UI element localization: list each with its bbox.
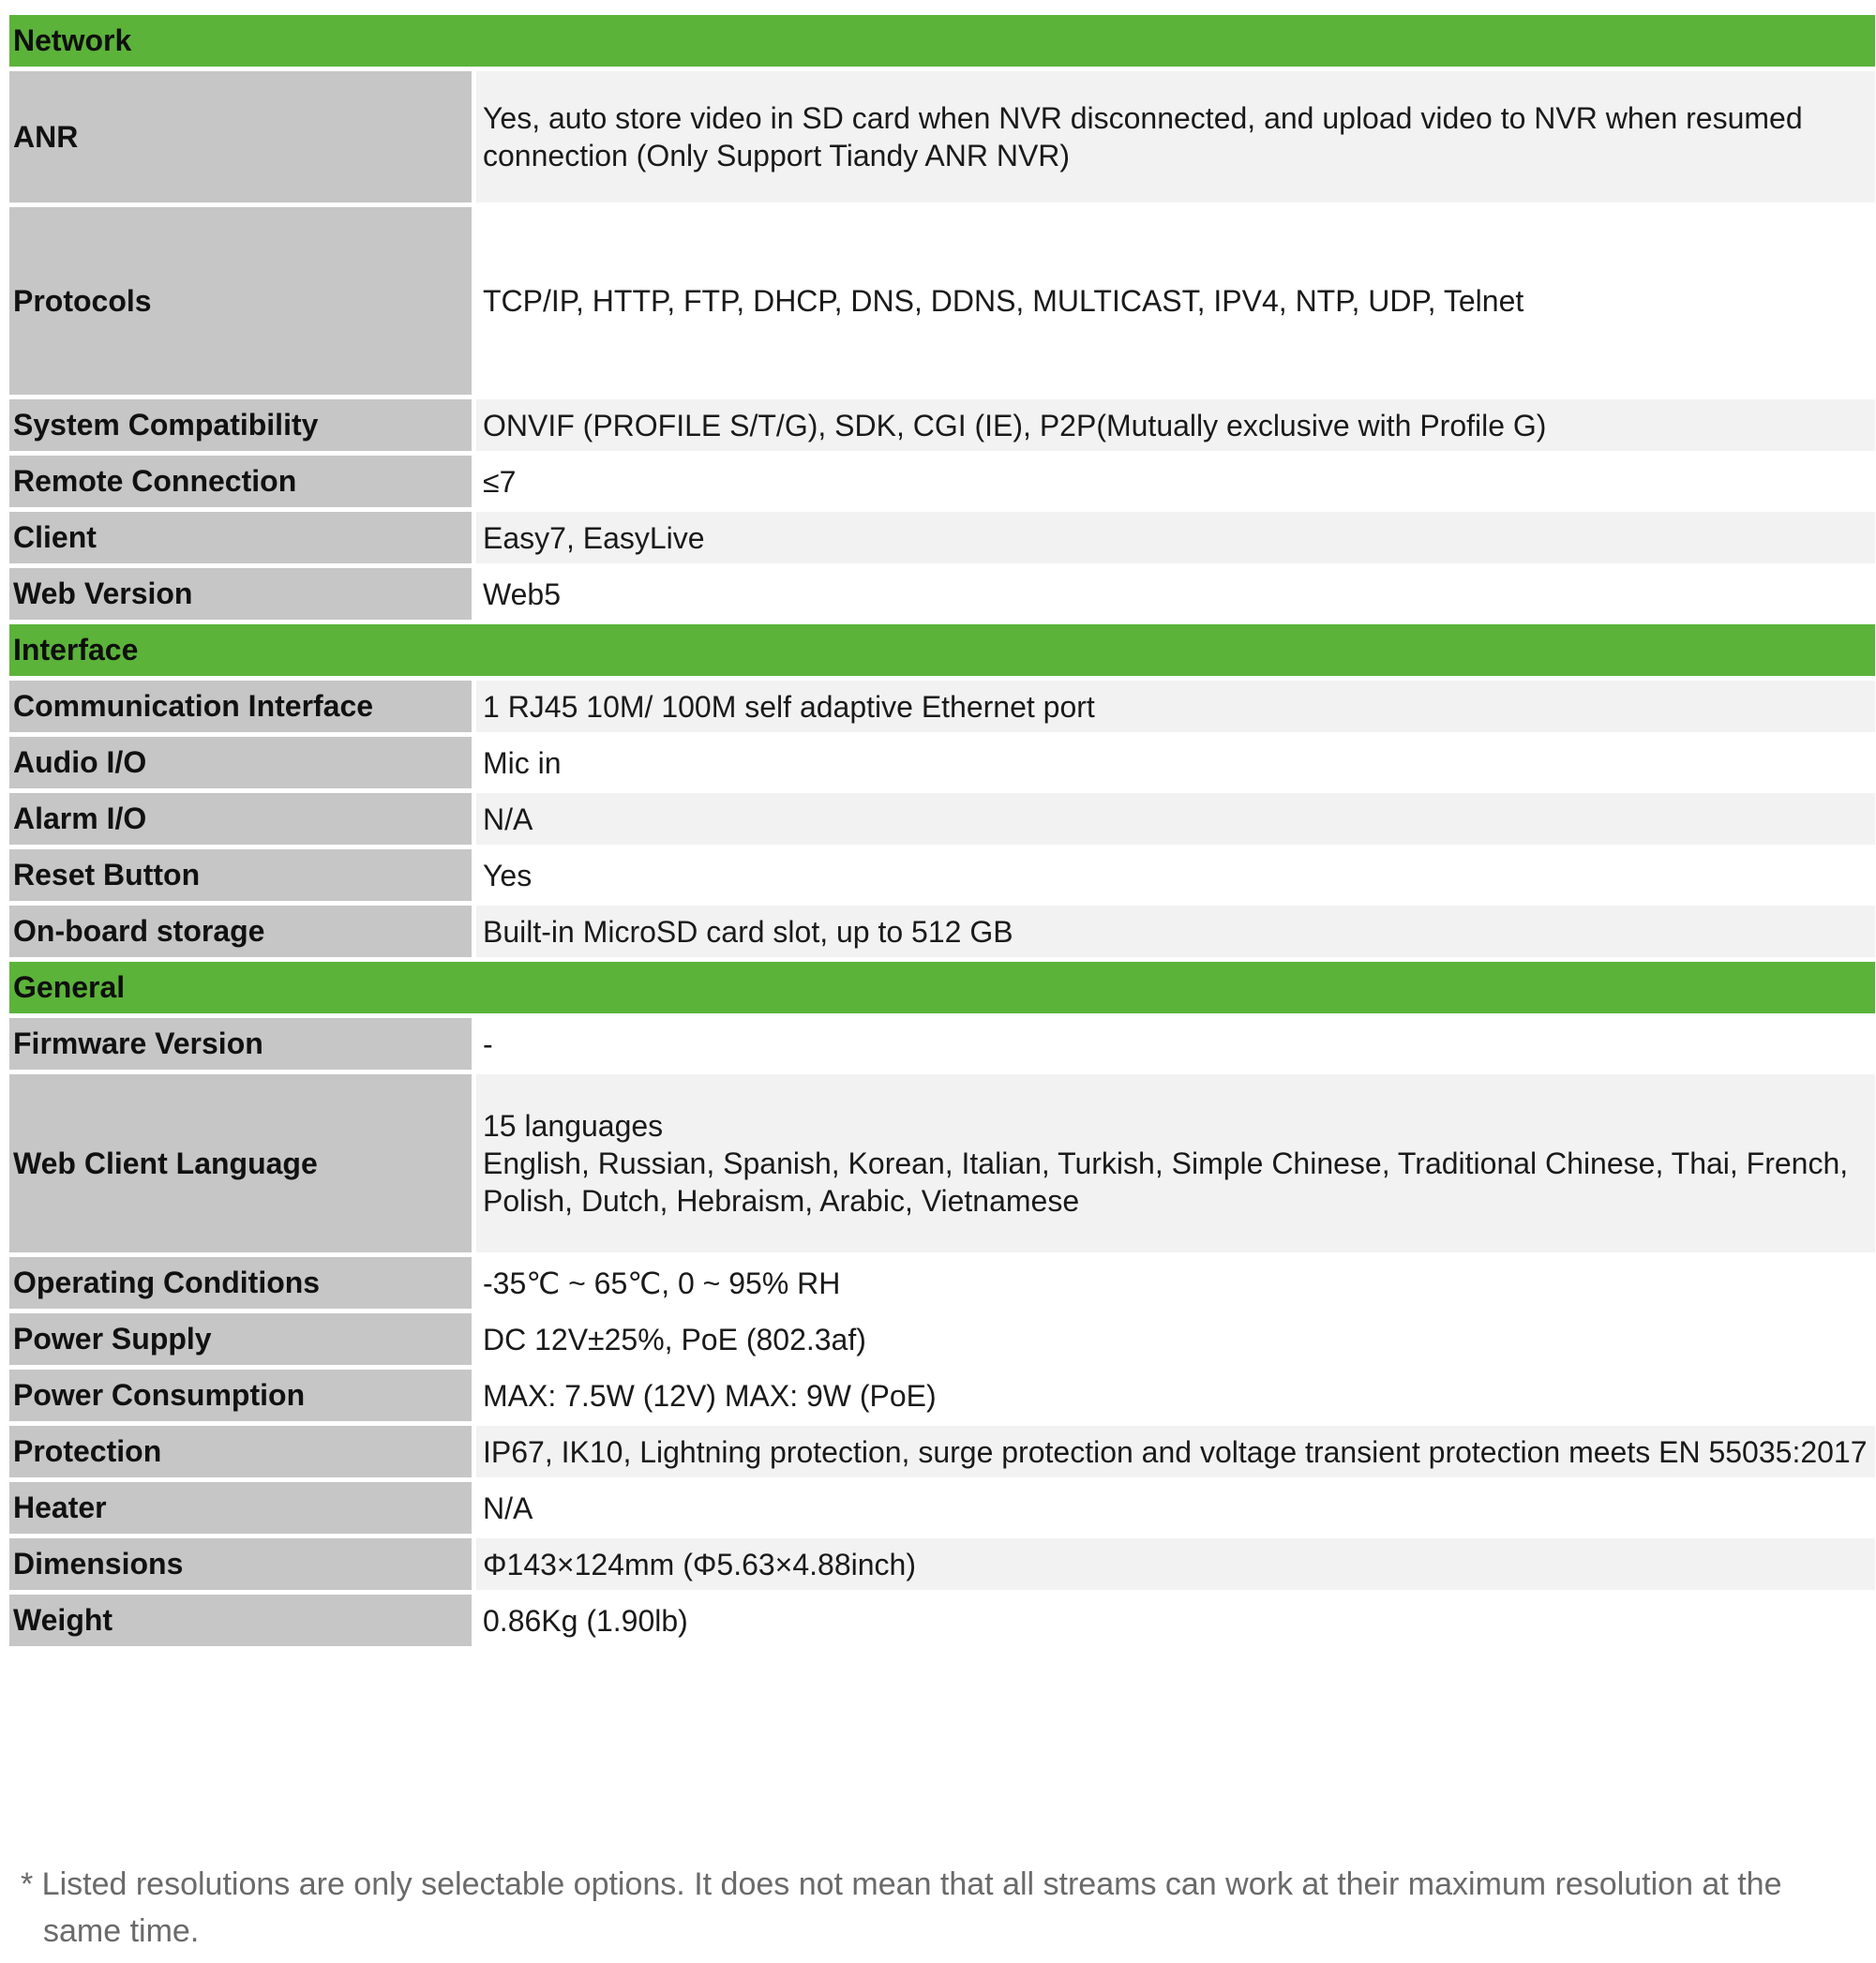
spec-table	[9, 15, 1875, 1651]
spec-value: IP67, IK10, Lightning protection, surge protection and voltage transient protection meets EN 55035:2017	[476, 1426, 1875, 1477]
spec-value: N/A	[476, 1482, 1875, 1534]
spec-value: -35℃ ~ 65℃, 0 ~ 95% RH	[476, 1257, 1875, 1309]
spec-value: 15 languages English, Russian, Spanish, Korean, Italian, Turkish, Simple Chinese, Traditional Chinese, Thai, French, Polish, Dutch, Hebraism, Arabic, Vietnamese	[476, 1074, 1875, 1252]
spec-value: Easy7, EasyLive	[476, 512, 1875, 563]
spec-row-system-compatibility	[9, 399, 1875, 451]
spec-value: DC 12V±25%, PoE (802.3af)	[476, 1313, 1875, 1365]
spec-label: Power Consumption	[9, 1370, 472, 1421]
section-header-network: Network	[9, 15, 1875, 67]
spec-label: Protocols	[9, 207, 472, 395]
spec-label: Dimensions	[9, 1538, 472, 1590]
spec-label: Web Client Language	[9, 1074, 472, 1252]
spec-row-web-version	[9, 568, 1875, 620]
section-header-interface: Interface	[9, 624, 1875, 676]
spec-label: Weight	[9, 1595, 472, 1646]
spec-row-onboard-storage	[9, 906, 1875, 957]
spec-label: ANR	[9, 71, 472, 202]
spec-label: Heater	[9, 1482, 472, 1534]
spec-value: -	[476, 1018, 1875, 1070]
spec-row-reset-button	[9, 849, 1875, 901]
section-header-general: General	[9, 962, 1875, 1013]
spec-value: Yes, auto store video in SD card when NVR disconnected, and upload video to NVR when resumed connection (Only Support Tiandy ANR NVR)	[476, 71, 1875, 202]
spec-label: Operating Conditions	[9, 1257, 472, 1309]
spec-row-alarm-io	[9, 793, 1875, 845]
spec-value: 0.86Kg (1.90lb)	[476, 1595, 1875, 1646]
spec-label: Power Supply	[9, 1313, 472, 1365]
spec-value: Yes	[476, 849, 1875, 901]
spec-label: Web Version	[9, 568, 472, 620]
spec-label: Alarm I/O	[9, 793, 472, 845]
spec-row-protection	[9, 1426, 1875, 1477]
spec-label: Protection	[9, 1426, 472, 1477]
spec-row-dimensions	[9, 1538, 1875, 1590]
spec-label: Client	[9, 512, 472, 563]
spec-row-audio-io	[9, 737, 1875, 788]
spec-label: Audio I/O	[9, 737, 472, 788]
spec-label: Firmware Version	[9, 1018, 472, 1070]
spec-value: 1 RJ45 10M/ 100M self adaptive Ethernet port	[476, 681, 1875, 732]
spec-value: MAX: 7.5W (12V) MAX: 9W (PoE)	[476, 1370, 1875, 1421]
spec-row-firmware-version	[9, 1018, 1875, 1070]
footnote: * Listed resolutions are only selectable options. It does not mean that all streams can work at their maximum resolution at the same time.	[21, 1866, 1782, 1949]
spec-row-heater	[9, 1482, 1875, 1534]
spec-label: Reset Button	[9, 849, 472, 901]
spec-value: Built-in MicroSD card slot, up to 512 GB	[476, 906, 1875, 957]
spec-row-remote-connection	[9, 456, 1875, 507]
spec-label: On-board storage	[9, 906, 472, 957]
spec-row-web-client-language	[9, 1074, 1875, 1252]
spec-value: N/A	[476, 793, 1875, 845]
spec-row-weight	[9, 1595, 1875, 1646]
spec-value: ONVIF (PROFILE S/T/G), SDK, CGI (IE), P2P(Mutually exclusive with Profile G)	[476, 399, 1875, 451]
spec-value: Φ143×124mm (Φ5.63×4.88inch)	[476, 1538, 1875, 1590]
spec-value: Web5	[476, 568, 1875, 620]
spec-label: System Compatibility	[9, 399, 472, 451]
spec-row-anr	[9, 71, 1875, 202]
spec-row-client	[9, 512, 1875, 563]
spec-row-protocols	[9, 207, 1875, 395]
spec-value: ≤7	[476, 456, 1875, 507]
spec-row-communication-interface	[9, 681, 1875, 732]
spec-value: TCP/IP, HTTP, FTP, DHCP, DNS, DDNS, MULTICAST, IPV4, NTP, UDP, Telnet	[476, 207, 1875, 395]
spec-label: Communication Interface	[9, 681, 472, 732]
spec-label: Remote Connection	[9, 456, 472, 507]
spec-row-power-supply	[9, 1313, 1875, 1365]
spec-value: Mic in	[476, 737, 1875, 788]
spec-row-operating-conditions	[9, 1257, 1875, 1309]
spec-row-power-consumption	[9, 1370, 1875, 1421]
